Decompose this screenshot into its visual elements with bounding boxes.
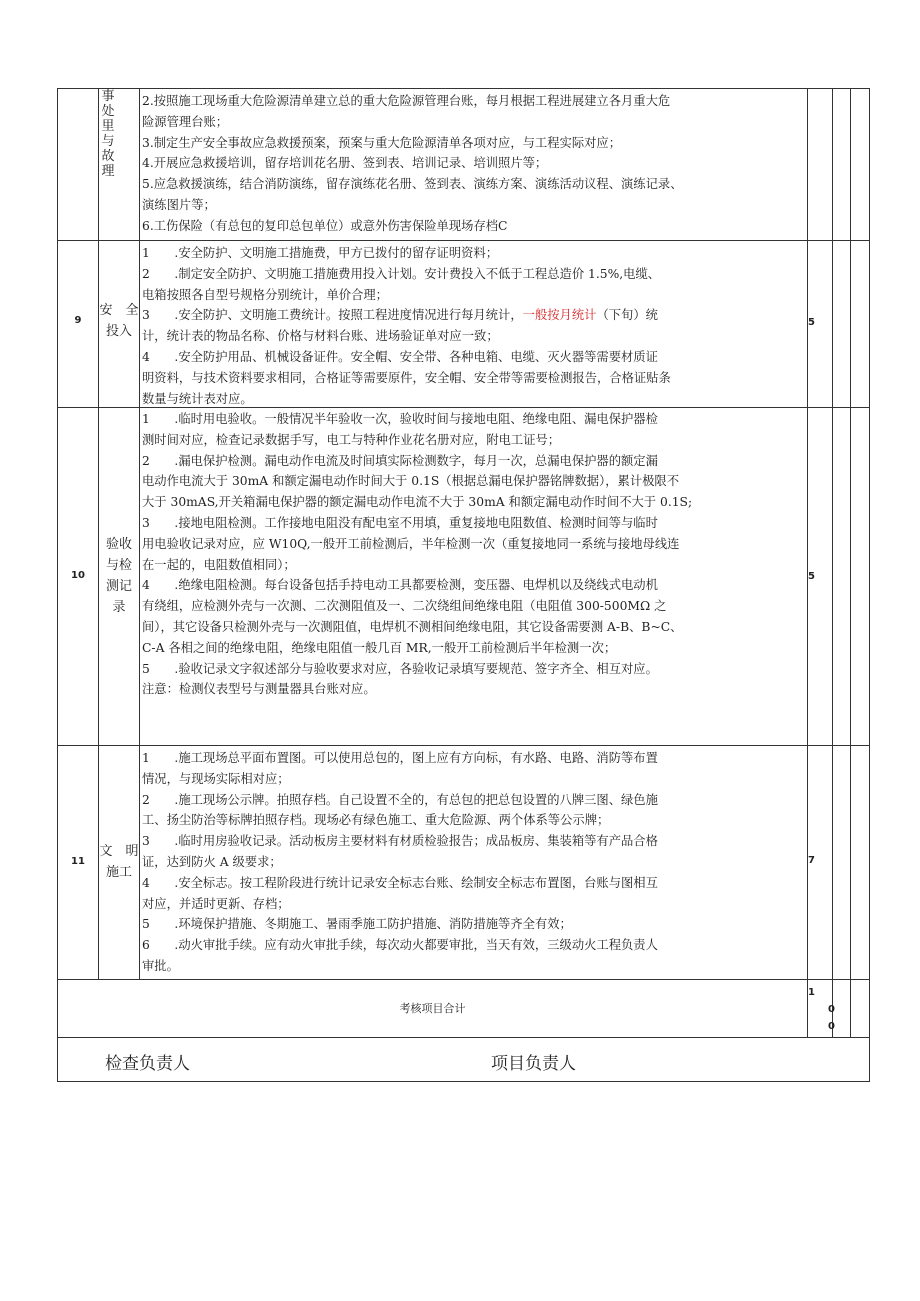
row-divider	[58, 745, 869, 746]
category-char: 事	[101, 89, 115, 104]
content-line: 6 .动火审批手续。应有动火审批手续，每次动火都要审批，当天有效，三级动火工程负责人	[142, 938, 658, 953]
category-char: 与	[101, 134, 115, 149]
content-line: 情况，与现场实际相对应；	[142, 771, 290, 786]
category-line: 施工	[105, 865, 132, 880]
content-line: 工、扬尘防治等标牌拍照存档。现场必有绿色施工、重大危险源、两个体系等公示牌；	[142, 813, 610, 828]
content-line: 有绕组，应检测外壳与一次测、二次测阻值及一、二次绕组间绝缘电阻（电阻值 300-500MΩ 之	[142, 599, 667, 614]
content-cell-r8	[140, 91, 810, 240]
content-line: 1 .施工现场总平面布置图。可以使用总包的，图上应有方向标，有水路、电路、消防等布置	[142, 751, 658, 765]
content-line: 3 .接地电阻检测。工作接地电阻没有配电室不用填，重复接地电阻数值、检测时间等与临时	[142, 515, 658, 530]
content-line: 注意：检测仪表型号与测量器具台账对应。	[142, 682, 376, 697]
content-line: 2 .制定安全防护、文明施工措施费用投入计划。安计费投入不低于工程总造价 1.5%,电缆、	[142, 266, 661, 281]
category-cell-r9	[99, 300, 139, 342]
category-cell-r8	[99, 89, 117, 240]
row-divider	[58, 240, 869, 241]
content-cell-r10	[140, 409, 814, 743]
content-line: 测时间对应，检查记录数据手写，电工与特种作业花名册对应，附电工证号；	[142, 432, 561, 447]
content-line: 间），其它设备只检测外壳与一次测阻值，电焊机不测相间绝缘电阻，其它设备需要测 A-B、B~C、	[142, 619, 683, 634]
highlight-text: 一般按月统计	[522, 308, 597, 323]
score-r11: 7	[808, 855, 815, 866]
category-line: 测记	[105, 579, 132, 594]
content-line: 用电验收记录对应，应 W10Q,一般开工前检测后，半年检测一次（重复接地同一系统与接地母线连	[142, 536, 680, 551]
content-line: 5 .验收记录文字叙述部分与验收要求对应，各验收记录填写要规范、签字齐全、相互对应。	[142, 661, 658, 676]
category-line: 安 全	[99, 303, 139, 318]
content-line: 在一起的，电阻数值相同）；	[142, 557, 296, 572]
content-line: 2 .漏电保护检测。漏电动作电流及时间填实际检测数字，每月一次，总漏电保护器的额定漏	[142, 453, 658, 468]
content-line: 计，统计表的物品名称、价格与材料台账、进场验证单对应一致；	[142, 329, 499, 344]
assessment-table	[57, 88, 870, 1082]
content-line: 大于 30mAS,开关箱漏电保护器的额定漏电动作电流不大于 30mA 和额定漏电动作时间不大于 0.1S;	[142, 495, 693, 510]
content-line: 5.应急救援演练，结合消防演练，留存演练花名册、签到表、演练方案、演练活动议程、演练记录、	[142, 177, 683, 192]
content-line: 6.工伤保险（有总包的复印总包单位）或意外伤害保险单现场存档C	[142, 218, 508, 233]
content-text: （下旬）统	[596, 308, 658, 323]
row-number-10: 10	[71, 570, 85, 581]
row-divider	[58, 1037, 869, 1038]
content-line: 4 .安全标志。按工程阶段进行统计记录安全标志台账、绘制安全标志布置图，台账与图相互	[142, 875, 658, 890]
content-line: 2.按照施工现场重大危险源清单建立总的重大危险源管理台账，每月根据工程进展建立各月重大危	[142, 94, 671, 108]
content-line: 数量与统计表对应。	[142, 391, 253, 406]
row-number-9: 9	[74, 315, 82, 326]
total-score	[808, 984, 835, 1036]
content-line: 险源管理台账；	[142, 114, 229, 129]
content-line: 对应，并适时更新、存档；	[142, 896, 290, 911]
category-line: 投入	[105, 324, 132, 339]
category-cell-r10	[99, 534, 139, 618]
content-line: 4.开展应急救援培训，留存培训花名册、签到表、培训记录、培训照片等；	[142, 156, 548, 171]
content-line: 电动作电流大于 30mA 和额定漏电动作时间大于 0.1S（根据总漏电保护器铭牌数据），累计极限不	[142, 474, 680, 489]
category-char: 理	[101, 164, 115, 179]
category-line: 录	[112, 600, 126, 615]
content-line: 证，达到防火 A 级要求；	[142, 854, 282, 869]
score-r9: 5	[808, 317, 815, 328]
category-char: 处	[101, 104, 115, 119]
col-divider	[850, 89, 851, 1037]
category-char: 故	[101, 149, 115, 164]
category-cell-r11	[99, 841, 139, 883]
content-cell-r11	[140, 748, 814, 978]
content-line: 1 .临时用电验收。一般情况半年验收一次，验收时间与接地电阻、绝缘电阻、漏电保护器检	[142, 412, 658, 426]
content-line: 明资料，与技术资料要求相同，合格证等需要原件，安全帽、安全带等需要检测报告，合格证贴条	[142, 370, 671, 385]
content-text: 3 .安全防护、文明施工费统计。按照工程进度情况进行每月统计，	[142, 308, 523, 323]
content-line: 审批。	[142, 958, 179, 973]
content-line: 4 .安全防护用品、机械设备证件。安全帽、安全带、各种电箱、电缆、灭火器等需要材质证	[142, 349, 658, 364]
total-label: 考核项目合计	[399, 1002, 466, 1015]
project-lead-signature-label: 项目负责人	[491, 1054, 576, 1074]
content-line	[142, 305, 814, 326]
content-cell-r9	[140, 243, 814, 407]
col-divider	[832, 89, 833, 1037]
row-divider	[58, 979, 869, 980]
content-line: 电箱按照各自型号规格分别统计，单价合理；	[142, 287, 388, 302]
inspector-signature-label: 检查负责人	[105, 1054, 190, 1074]
content-line: 3.制定生产安全事故应急救援预案，预案与重大危险源清单各项对应，与工程实际对应；	[142, 135, 622, 150]
total-score-digit: 1	[808, 987, 815, 998]
category-char: 里	[101, 119, 115, 134]
category-line: 文 明	[99, 844, 139, 859]
row-number-11: 11	[71, 856, 85, 867]
category-line: 与检	[105, 558, 132, 573]
content-line: 2 .施工现场公示牌。拍照存档。自己设置不全的，有总包的把总包设置的八牌三图、绿色施	[142, 792, 658, 807]
category-line: 验收	[105, 537, 132, 552]
total-score-digit: 0	[828, 1004, 835, 1015]
content-line: 1 .安全防护、文明施工措施费，甲方已拨付的留存证明资料；	[142, 246, 499, 260]
score-r10: 5	[808, 571, 815, 582]
content-line: 4 .绝缘电阻检测。每台设备包括手持电动工具都要检测，变压器、电焊机以及绕线式电动机	[142, 578, 658, 593]
content-line: 5 .环境保护措施、冬期施工、暑雨季施工防护措施、消防措施等齐全有效；	[142, 917, 572, 932]
content-line: C-A 各相之间的绝缘电阻，绝缘电阻值一般几百 MR,一般开工前检测后半年检测一次；	[142, 640, 617, 655]
content-line: 3 .临时用房验收记录。活动板房主要材料有材质检验报告；成品板房、集装箱等有产品合格	[142, 834, 658, 849]
content-line: 演练图片等；	[142, 197, 216, 212]
total-score-digit: 0	[828, 1021, 835, 1032]
